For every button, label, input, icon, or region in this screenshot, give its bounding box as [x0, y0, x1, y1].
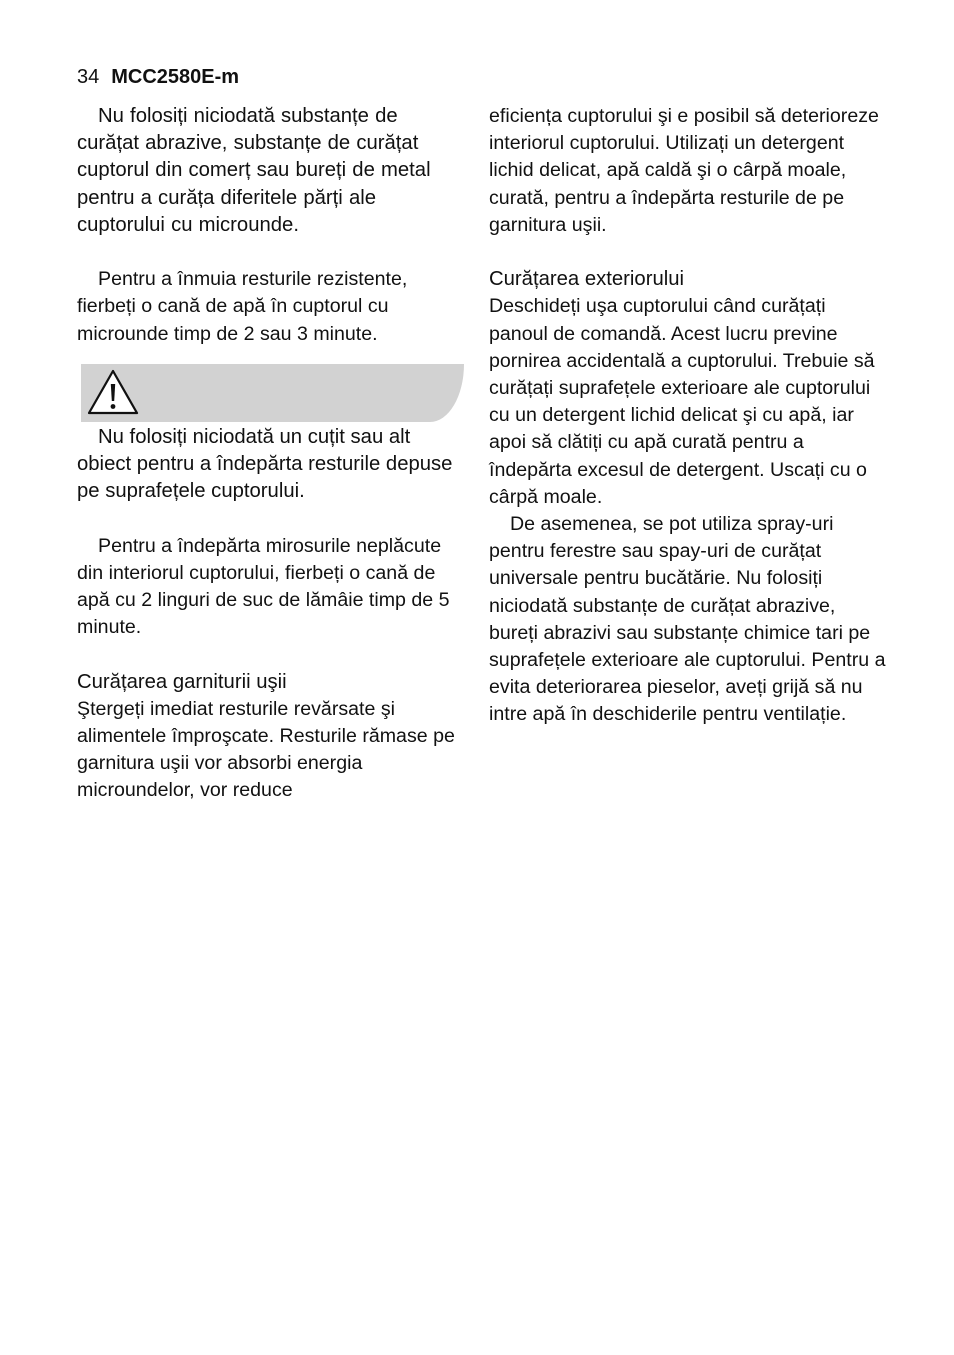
- gasket-cleaning-text-start: Ştergeți imediat resturile revărsate şi alimentele împroşcate. Resturile rămase pe garnitura uşii vor absorbi energia microundelor, vor reduce: [77, 697, 455, 802]
- warning-banner: [81, 364, 464, 422]
- right-column: [489, 103, 889, 729]
- page-header: [77, 64, 239, 90]
- odor-removal-paragraph: Pentru a îndepărta mirosurile neplăcute din interiorul cuptorului, fierbeți o cană de apă cu 2 linguri de suc de lămâie timp de 5 minute.: [77, 534, 450, 639]
- left-column: [77, 103, 465, 805]
- page-number: 34: [77, 66, 100, 88]
- abrasive-warning-paragraph: Nu folosiți niciodată substanțe de curățat abrazive, substanțe de curățat cuptorul din comerț sau bureți de metal pentru a curăța diferitele părți ale cuptorului cu microunde.: [77, 105, 431, 236]
- knife-warning-paragraph: Nu folosiți niciodată un cuțit sau alt obiect pentru a îndepărta resturile depuse pe suprafețele cuptorului.: [77, 425, 453, 503]
- gasket-cleaning-text-end: eficiența cuptorului şi e posibil să deterioreze interiorul cuptorului. Utilizați un detergent lichid delicat, apă caldă şi o cârpă moale, curată, pentru a îndepărta resturile de pe garnitura uşii.: [489, 105, 879, 236]
- spray-cleaning-paragraph: De asemenea, se pot utiliza spray-uri pentru ferestre sau spay-uri de curățat universale pentru bucătărie. Nu folosiți niciodată substanțe de curățat abrazive, bureți abrazivi sau substanțe chimice tari pe suprafețele exterioare ale cuptorului. Pentru a evita deteriorarea pieselor, aveți grijă să nu intre apă în deschiderile pentru ventilație.: [489, 513, 886, 726]
- exterior-cleaning-text: Deschideți uşa cuptorului când curățați panoul de comandă. Acest lucru previne pornirea accidentală a cuptorului. Trebuie să curățați suprafețele exterioare ale cuptorului cu un detergent lichid delicat şi cu apă, iar apoi să clătiți cu apă curată pentru a îndepărta excesul de detergent. Uscați cu o cârpă moale.: [489, 295, 875, 508]
- gasket-cleaning-heading: Curățarea garniturii uşii: [77, 670, 287, 693]
- model-name: MCC2580E-m: [111, 66, 240, 88]
- warning-triangle-icon: [87, 368, 139, 416]
- soften-residue-paragraph: Pentru a înmuia resturile rezistente, fierbeți o cană de apă în cuptorul cu microunde timp de 2 sau 3 minute.: [77, 268, 408, 345]
- exterior-cleaning-heading: Curățarea exteriorului: [489, 268, 685, 291]
